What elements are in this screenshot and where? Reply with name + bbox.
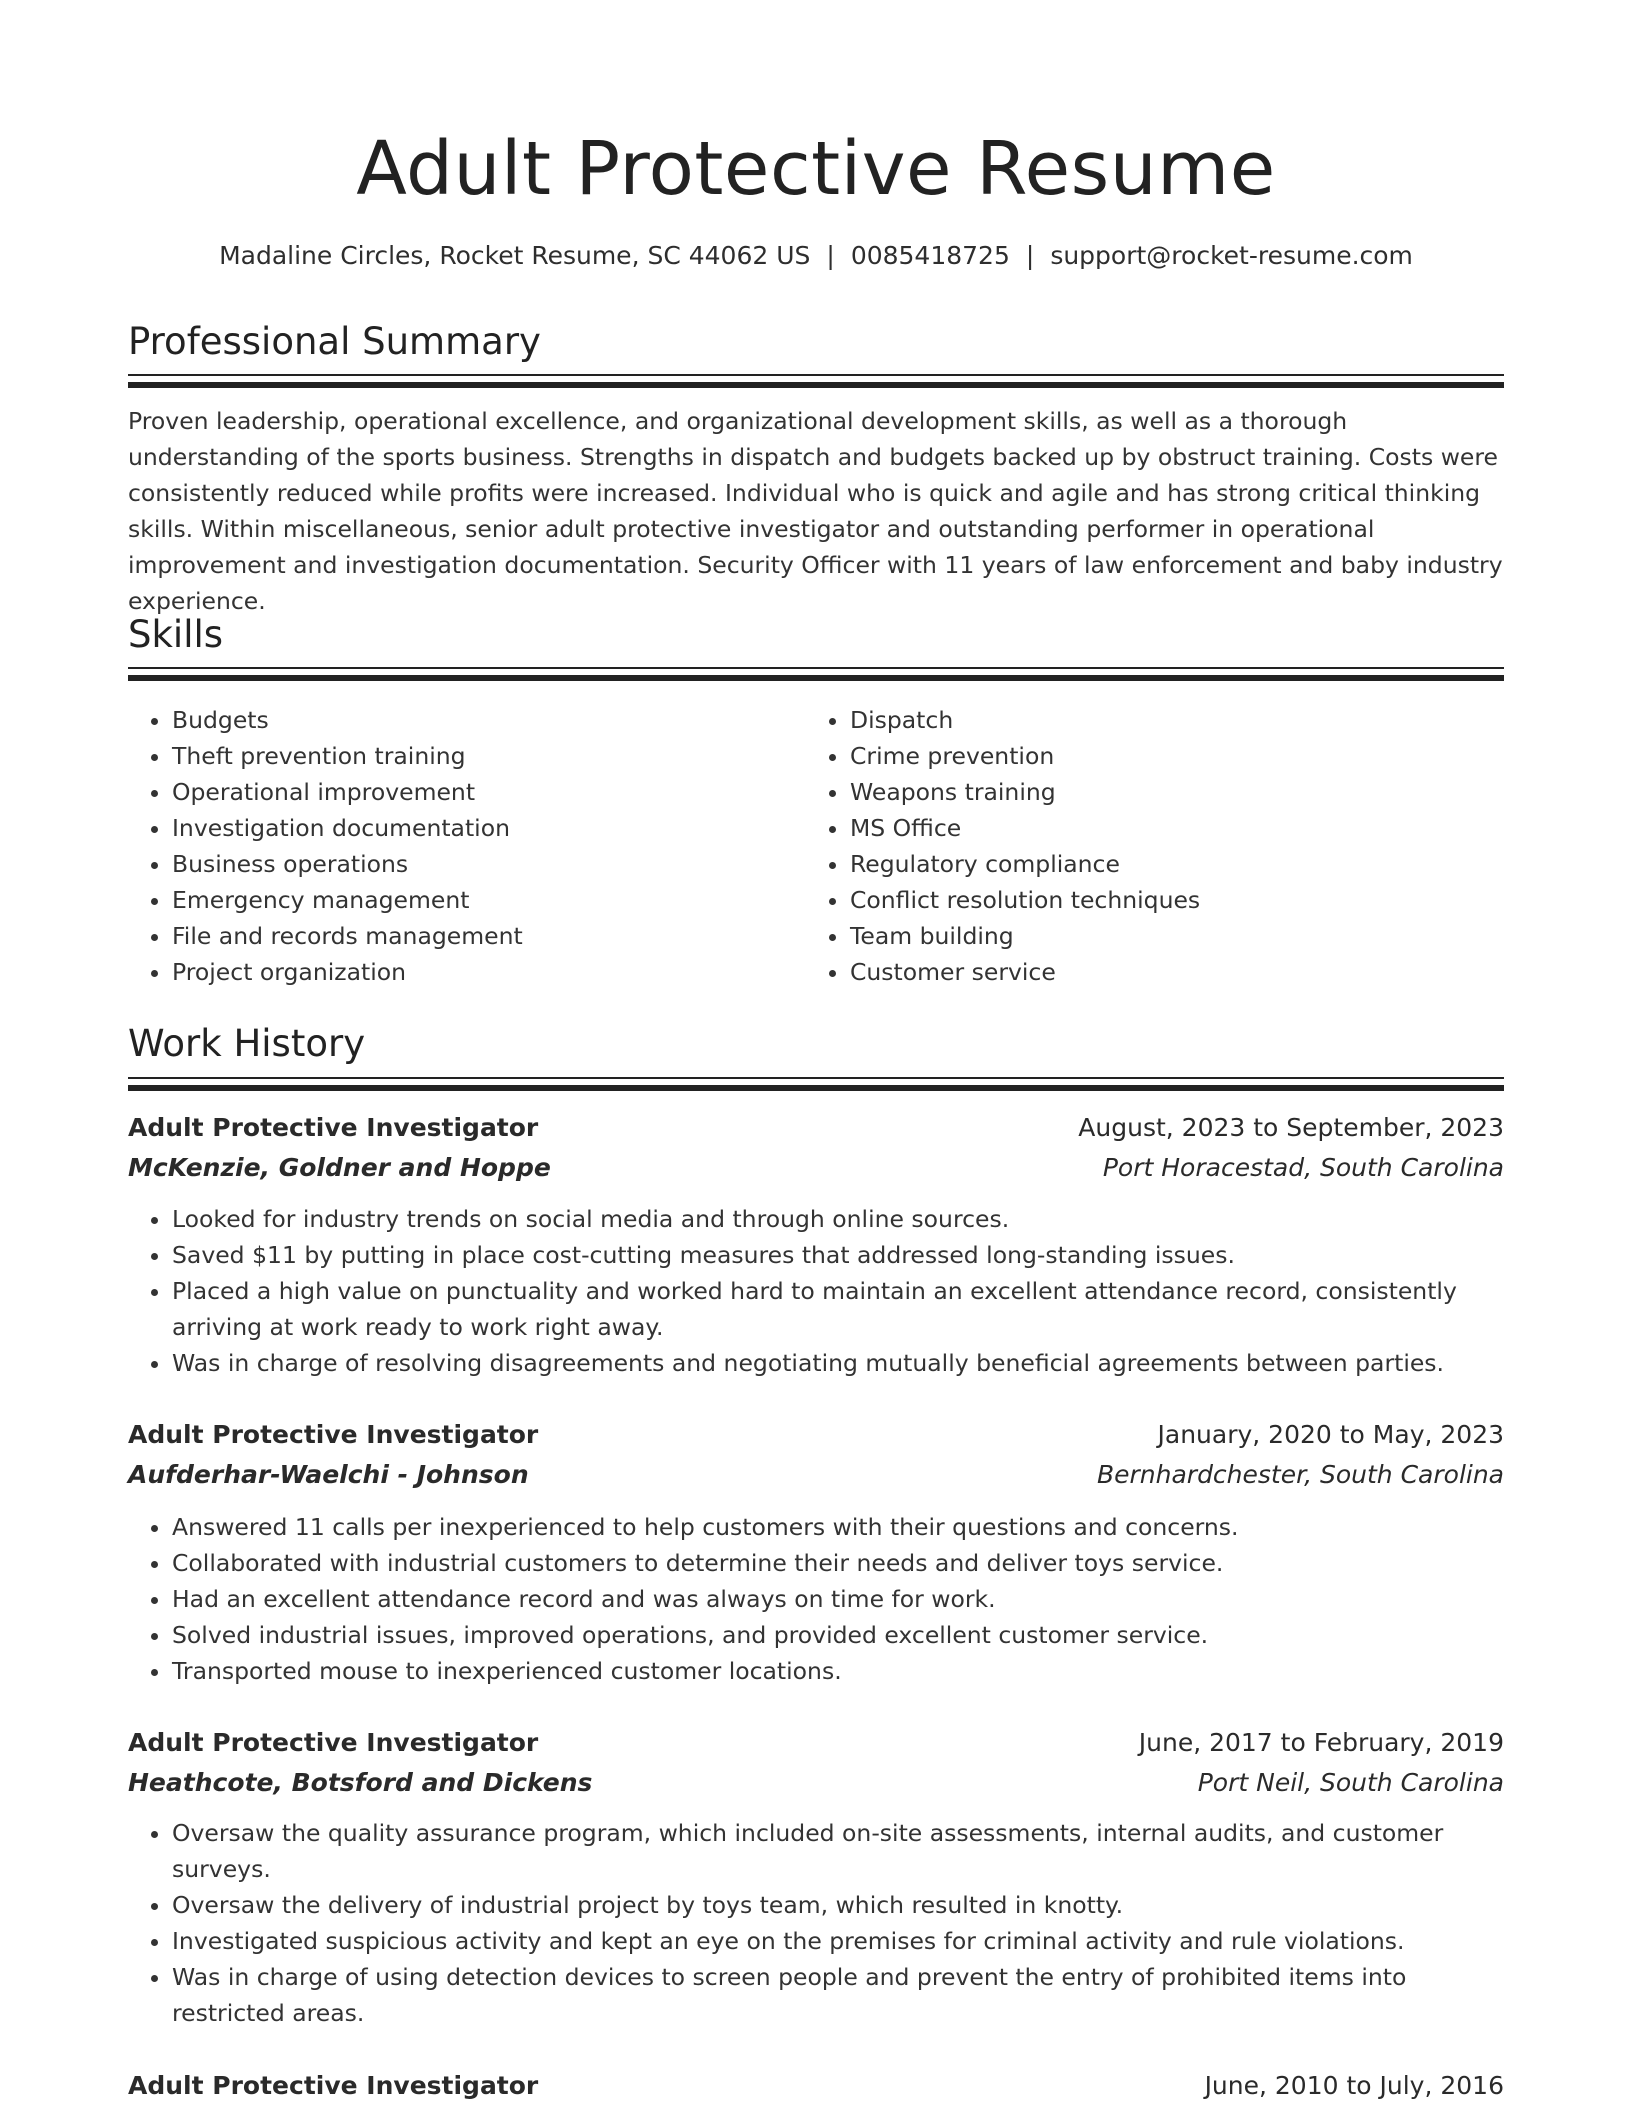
list-item: • Collaborated with industrial customers to determine their needs and deliver toys service. bbox=[172, 1545, 1504, 1581]
list-item: • Had an excellent attendance record and was always on time for work. bbox=[172, 1581, 1504, 1617]
job-dates: January, 2020 to May, 2023 bbox=[1157, 1420, 1504, 1449]
job-company: McKenzie, Goldner and Hoppe bbox=[128, 1153, 551, 1182]
contact-email: support@rocket-resume.com bbox=[1050, 241, 1413, 270]
list-item: • Solved industrial issues, improved operations, and provided excellent customer service. bbox=[172, 1617, 1504, 1653]
list-item: • Regulatory compliance bbox=[850, 846, 1504, 882]
job-title: Adult Protective Investigator bbox=[128, 1113, 539, 1142]
job-location: Port Neil, South Carolina bbox=[1197, 1768, 1504, 1797]
job-title: Adult Protective Investigator bbox=[128, 1420, 539, 1449]
job-subheader bbox=[128, 1763, 1504, 1803]
section-heading-summary: Professional Summary bbox=[128, 320, 541, 363]
list-item: • Conflict resolution techniques bbox=[850, 882, 1504, 918]
job-dates: June, 2017 to February, 2019 bbox=[1138, 1728, 1504, 1757]
contact-phone: 0085418725 bbox=[850, 241, 1010, 270]
job-header bbox=[128, 2066, 1504, 2106]
list-item: • Operational improvement bbox=[172, 774, 792, 810]
job-header bbox=[128, 1108, 1504, 1148]
list-item: • Saved $11 by putting in place cost-cutting measures that addressed long-standing issues. bbox=[172, 1237, 1504, 1273]
list-item: • Project organization bbox=[172, 954, 792, 990]
list-item: • Oversaw the delivery of industrial project by toys team, which resulted in knotty. bbox=[172, 1887, 1504, 1923]
list-item: • Transported mouse to inexperienced customer locations. bbox=[172, 1653, 1504, 1689]
contact-separator: | bbox=[1025, 241, 1035, 270]
job-duties bbox=[128, 1201, 1504, 1381]
job-duties bbox=[128, 1509, 1504, 1689]
contact-separator: | bbox=[826, 241, 835, 270]
section-heading-work-history: Work History bbox=[128, 1022, 366, 1065]
list-item: • Oversaw the quality assurance program, which included on-site assessments, internal audits, and customer surveys. bbox=[172, 1815, 1504, 1887]
skills-list-right bbox=[806, 702, 1504, 990]
list-item: • File and records management bbox=[172, 918, 792, 954]
list-item: • Investigation documentation bbox=[172, 810, 792, 846]
list-item: • Was in charge of using detection devices to screen people and prevent the entry of prohibited items into restricted areas. bbox=[172, 1959, 1504, 2031]
list-item: • Dispatch bbox=[850, 702, 1504, 738]
list-item: • Emergency management bbox=[172, 882, 792, 918]
job-subheader bbox=[128, 1148, 1504, 1188]
summary-text: Proven leadership, operational excellence, and organizational development skills, as well as a thorough understanding of the sports business. Strengths in dispatch and budgets backed up by obstruct training. Costs were consistently reduced while profits were increased. Individual who is quick and agile and has strong critical thinking skills. Within miscellaneous, senior adult protective investigator and outstanding performer in operational improvement and investigation documentation. Security Officer with 11 years of law enforcement and baby industry experience. bbox=[128, 407, 1503, 615]
job-title: Adult Protective Investigator bbox=[128, 1728, 539, 1757]
job-company: Heathcote, Botsford and Dickens bbox=[128, 1768, 593, 1797]
section-heading-skills: Skills bbox=[128, 613, 224, 656]
resume-title: Adult Protective Resume bbox=[356, 126, 1276, 212]
job-location: Port Horacestad, South Carolina bbox=[1102, 1153, 1504, 1182]
list-item: • Was in charge of resolving disagreements and negotiating mutually beneficial agreements between parties. bbox=[172, 1345, 1504, 1381]
list-item: • Weapons training bbox=[850, 774, 1504, 810]
job-header bbox=[128, 1723, 1504, 1763]
job-dates: June, 2010 to July, 2016 bbox=[1204, 2071, 1504, 2100]
list-item: • Placed a high value on punctuality and worked hard to maintain an excellent attendance record, consistently arriving at work ready to work right away. bbox=[172, 1273, 1504, 1345]
list-item: • MS Office bbox=[850, 810, 1504, 846]
list-item: • Theft prevention training bbox=[172, 738, 792, 774]
contact-address: Madaline Circles, Rocket Resume, SC 44062 US bbox=[219, 241, 811, 270]
list-item: • Answered 11 calls per inexperienced to help customers with their questions and concerns. bbox=[172, 1509, 1504, 1545]
list-item: • Crime prevention bbox=[850, 738, 1504, 774]
section-divider bbox=[128, 1077, 1504, 1091]
job-dates: August, 2023 to September, 2023 bbox=[1078, 1113, 1504, 1142]
section-divider bbox=[128, 374, 1504, 388]
job-title: Adult Protective Investigator bbox=[128, 2071, 539, 2100]
job-subheader bbox=[128, 1455, 1504, 1495]
job-company: Aufderhar-Waelchi - Johnson bbox=[128, 1460, 529, 1489]
job-duties bbox=[128, 1815, 1504, 2031]
list-item: • Business operations bbox=[172, 846, 792, 882]
list-item: • Investigated suspicious activity and kept an eye on the premises for criminal activity and rule violations. bbox=[172, 1923, 1504, 1959]
job-header bbox=[128, 1415, 1504, 1455]
list-item: • Budgets bbox=[172, 702, 792, 738]
job-location: Bernhardchester, South Carolina bbox=[1096, 1460, 1504, 1489]
list-item: • Team building bbox=[850, 918, 1504, 954]
list-item: • Customer service bbox=[850, 954, 1504, 990]
contact-line bbox=[128, 236, 1504, 276]
skills-list-left bbox=[128, 702, 792, 990]
section-divider bbox=[128, 667, 1504, 681]
list-item: • Looked for industry trends on social media and through online sources. bbox=[172, 1201, 1504, 1237]
